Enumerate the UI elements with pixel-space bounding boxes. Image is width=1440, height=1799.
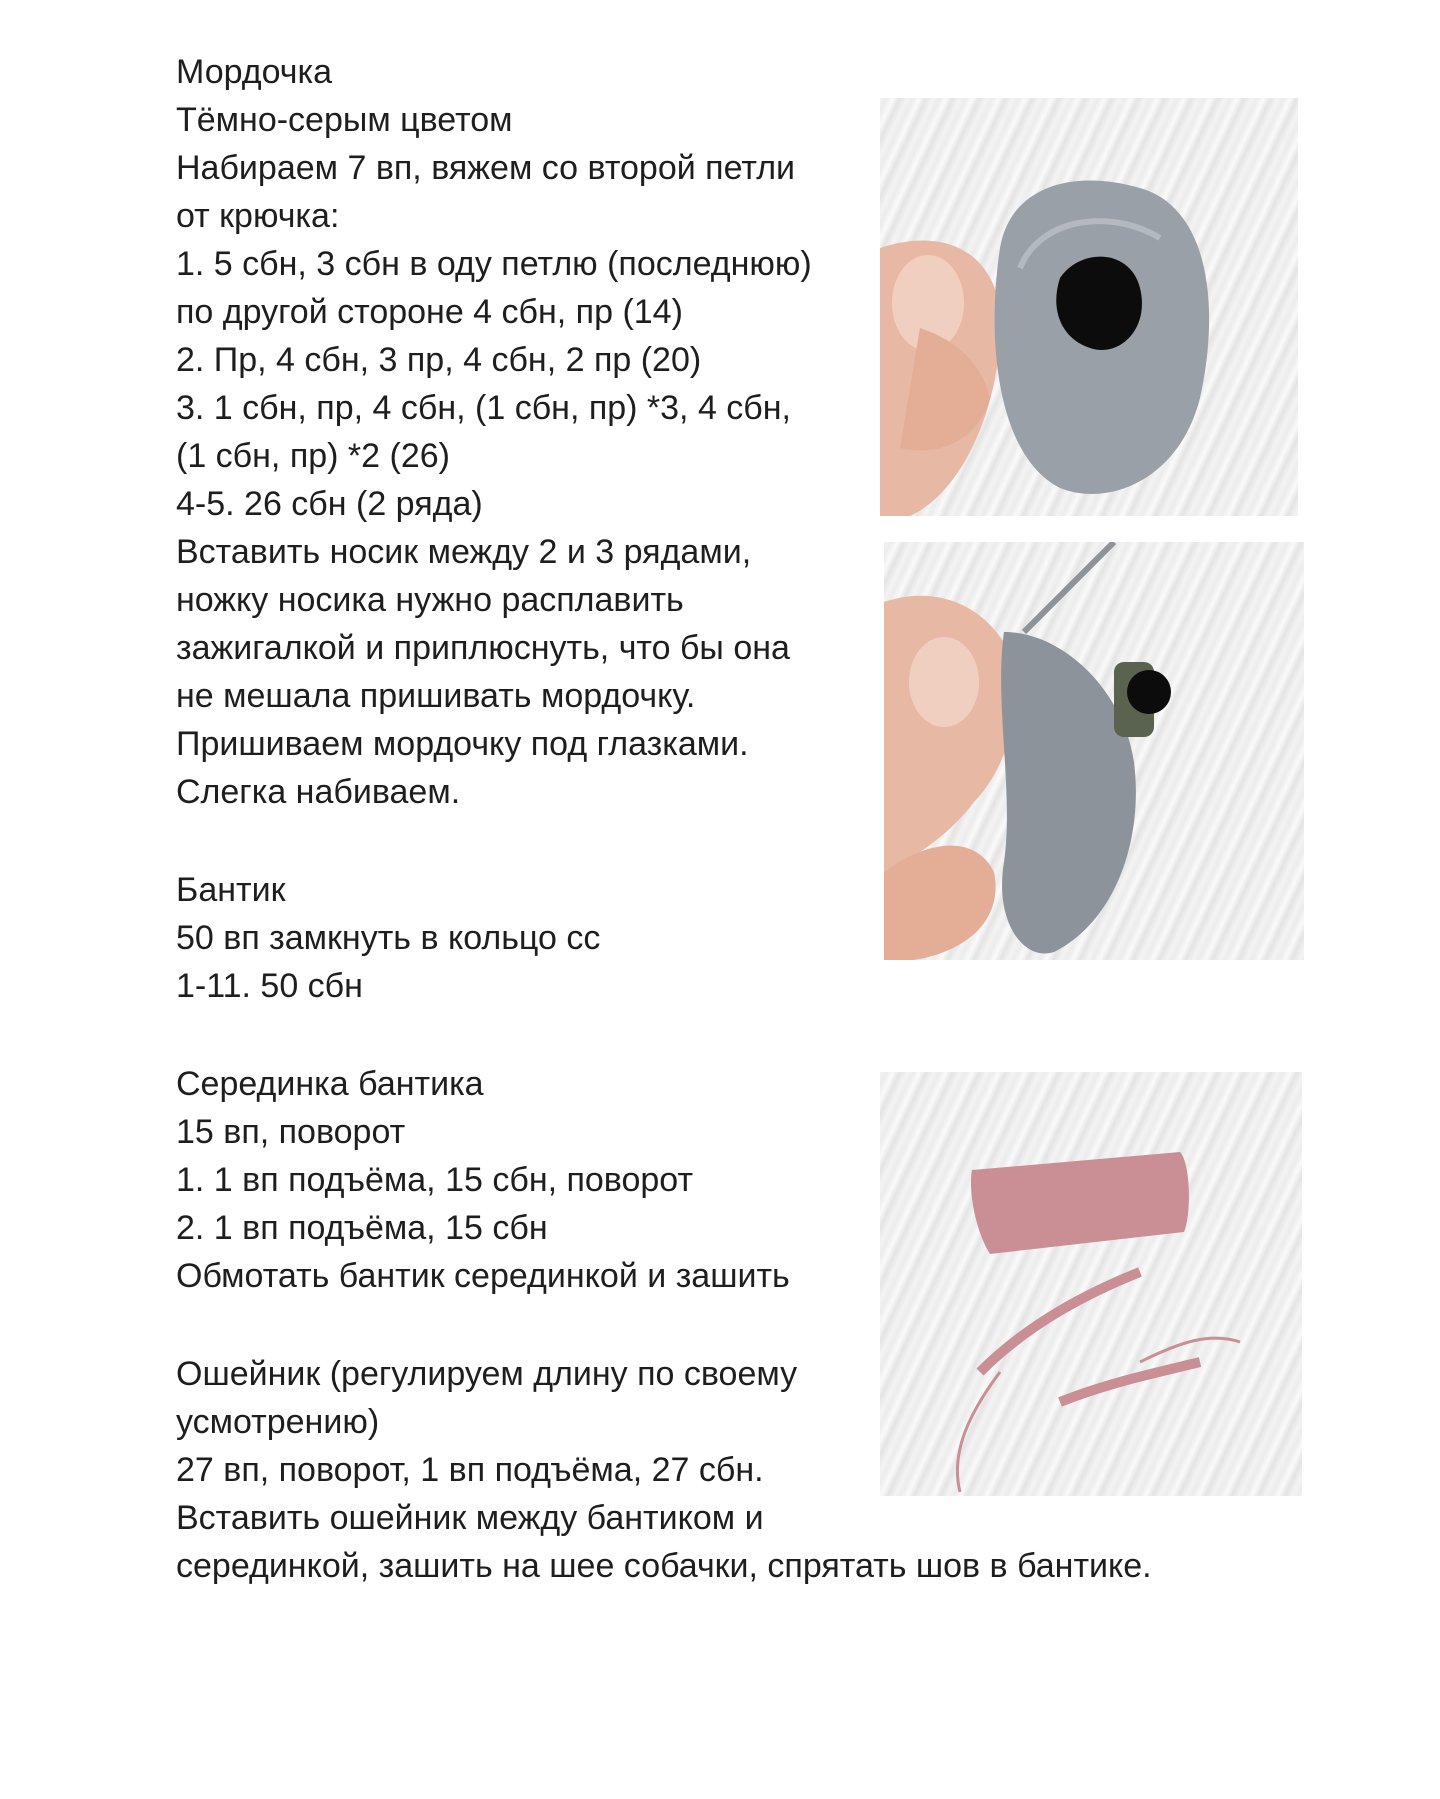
text-line: 27 вп, поворот, 1 вп подъёма, 27 сбн. [176,1451,764,1489]
text-line: серединкой, зашить на шее собачки, спрятать шов в бантике. [176,1547,1152,1585]
text-line: по другой стороне 4 сбн, пр (14) [176,293,683,331]
muzzle-side-illustration [884,542,1304,960]
text-line: 15 вп, поворот [176,1113,406,1151]
text-line: от крючка: [176,197,340,235]
text-line: 4-5. 26 сбн (2 ряда) [176,485,483,523]
bow-collar-illustration [880,1072,1302,1496]
text-line: зажигалкой и приплюснуть, что бы она [176,629,790,667]
muzzle-front-illustration [880,98,1298,516]
text-line: усмотрению) [176,1403,380,1441]
text-line: ножку носика нужно расплавить [176,581,684,619]
text-line: 2. 1 вп подъёма, 15 сбн [176,1209,548,1247]
text-line: Тёмно-серым цветом [176,101,513,139]
text-line: не мешала пришивать мордочку. [176,677,696,715]
text-line: 50 вп замкнуть в кольцо сс [176,919,601,957]
text-line: Вставить ошейник между бантиком и [176,1499,764,1537]
section-title-mordochka: Мордочка [176,53,332,91]
section-title-osheinik: Ошейник (регулируем длину по своему [176,1355,798,1393]
text-line: Обмотать бантик серединкой и зашить [176,1257,790,1295]
text-line: Слегка набиваем. [176,773,461,811]
photo-bow-collar [880,1072,1302,1496]
text-line: Набираем 7 вп, вяжем со второй петли [176,149,796,187]
text-line: 2. Пр, 4 сбн, 3 пр, 4 сбн, 2 пр (20) [176,341,702,379]
section-title-seredinka: Серединка бантика [176,1065,484,1103]
text-line: 3. 1 сбн, пр, 4 сбн, (1 сбн, пр) *3, 4 сбн, [176,389,792,427]
photo-muzzle-front [880,98,1298,516]
photo-muzzle-side [884,542,1304,960]
text-line: Вставить носик между 2 и 3 рядами, [176,533,752,571]
text-line: Пришиваем мордочку под глазками. [176,725,749,763]
text-line: 1-11. 50 сбн [176,967,363,1005]
section-title-bantik: Бантик [176,871,286,909]
text-line: 1. 5 сбн, 3 сбн в оду петлю (последнюю) [176,245,812,283]
text-line: (1 сбн, пр) *2 (26) [176,437,450,475]
text-line: 1. 1 вп подъёма, 15 сбн, поворот [176,1161,694,1199]
